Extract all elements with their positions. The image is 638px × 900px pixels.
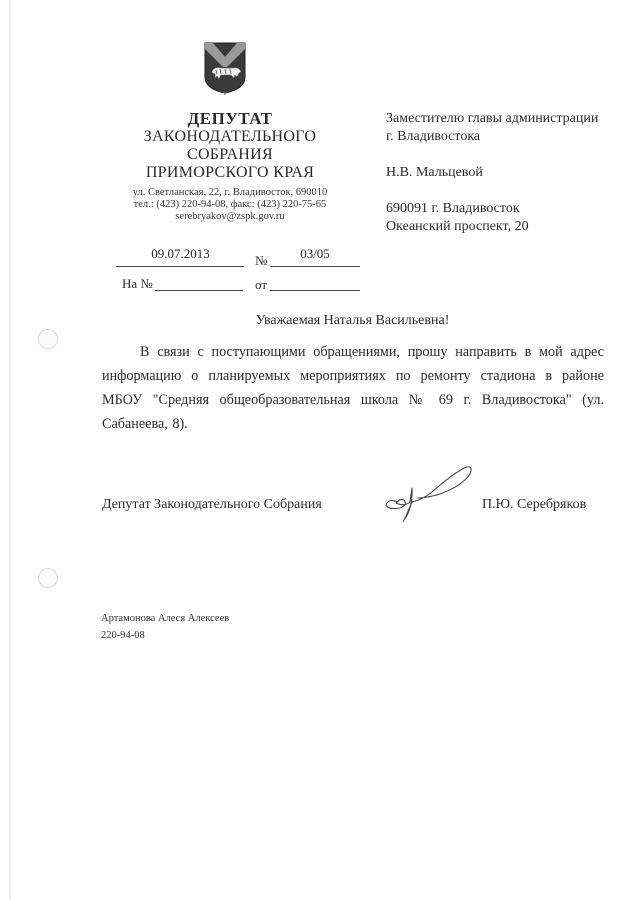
executor-block bbox=[101, 610, 229, 644]
addressee-street-address: Океанский проспект, 20 bbox=[386, 219, 529, 234]
date-underline bbox=[116, 266, 244, 267]
addressee-position: Заместителю главы администрации bbox=[386, 111, 599, 126]
outgoing-date: 09.07.2013 bbox=[151, 246, 210, 261]
scanned-page-edge bbox=[9, 0, 11, 900]
letterhead-org-line: СОБРАНИЯ bbox=[186, 146, 273, 163]
executor-name: Артамонова Алеся Алексеев bbox=[101, 613, 230, 624]
letterhead-org-line: ЗАКОНОДАТЕЛЬНОГО bbox=[143, 128, 317, 145]
reply-from-date-blank bbox=[270, 290, 360, 291]
coat-of-arms-emblem bbox=[203, 41, 247, 95]
signatory-title: Депутат Законодательного Собрания bbox=[102, 497, 322, 512]
number-underline bbox=[270, 266, 360, 267]
addressee-city: г. Владивостока bbox=[386, 129, 481, 144]
salutation: Уважаемая Наталья Васильевна! bbox=[255, 313, 450, 328]
outgoing-number: 03/05 bbox=[300, 246, 330, 261]
addressee-block bbox=[386, 110, 626, 236]
letterhead-org-line: ПРИМОРСКОГО КРАЯ bbox=[145, 164, 315, 181]
reply-from-date-label: от bbox=[255, 277, 268, 292]
number-sign: № bbox=[255, 253, 268, 268]
letterhead-address: ул. Светланская, 22, г. Владивосток, 690010 bbox=[132, 187, 328, 198]
executor-phone: 220-94-08 bbox=[101, 630, 145, 641]
punch-hole-top bbox=[38, 329, 58, 349]
handwritten-signature bbox=[378, 458, 478, 530]
letterhead-phone-fax: тел.: (423) 220-94-08, факс: (423) 220-75-65 bbox=[133, 199, 327, 210]
addressee-name: Н.В. Мальцевой bbox=[386, 165, 483, 180]
letterhead-organization bbox=[120, 110, 340, 182]
letter-body: В связи с поступающими обращениями, прошу направить в мой адрес информацию о планируемых мероприятиях по ремонту стадиона в районе МБОУ "Средняя общеобразовательная школа № 69 г. Владивостока" (ул. Сабанеева, 8). bbox=[102, 344, 604, 432]
addressee-postal-address: 690091 г. Владивосток bbox=[386, 201, 520, 216]
letterhead-contacts bbox=[118, 187, 342, 223]
scan-artifact bbox=[30, 8, 34, 34]
letterhead-title: ДЕПУТАТ bbox=[187, 109, 273, 128]
reply-to-number-label: На № bbox=[122, 276, 153, 291]
reply-to-number-blank bbox=[155, 290, 243, 291]
letterhead-email: serebryakov@zspk.gov.ru bbox=[175, 211, 285, 222]
punch-hole-bottom bbox=[38, 568, 58, 588]
signatory-name: П.Ю. Серебряков bbox=[482, 497, 587, 512]
